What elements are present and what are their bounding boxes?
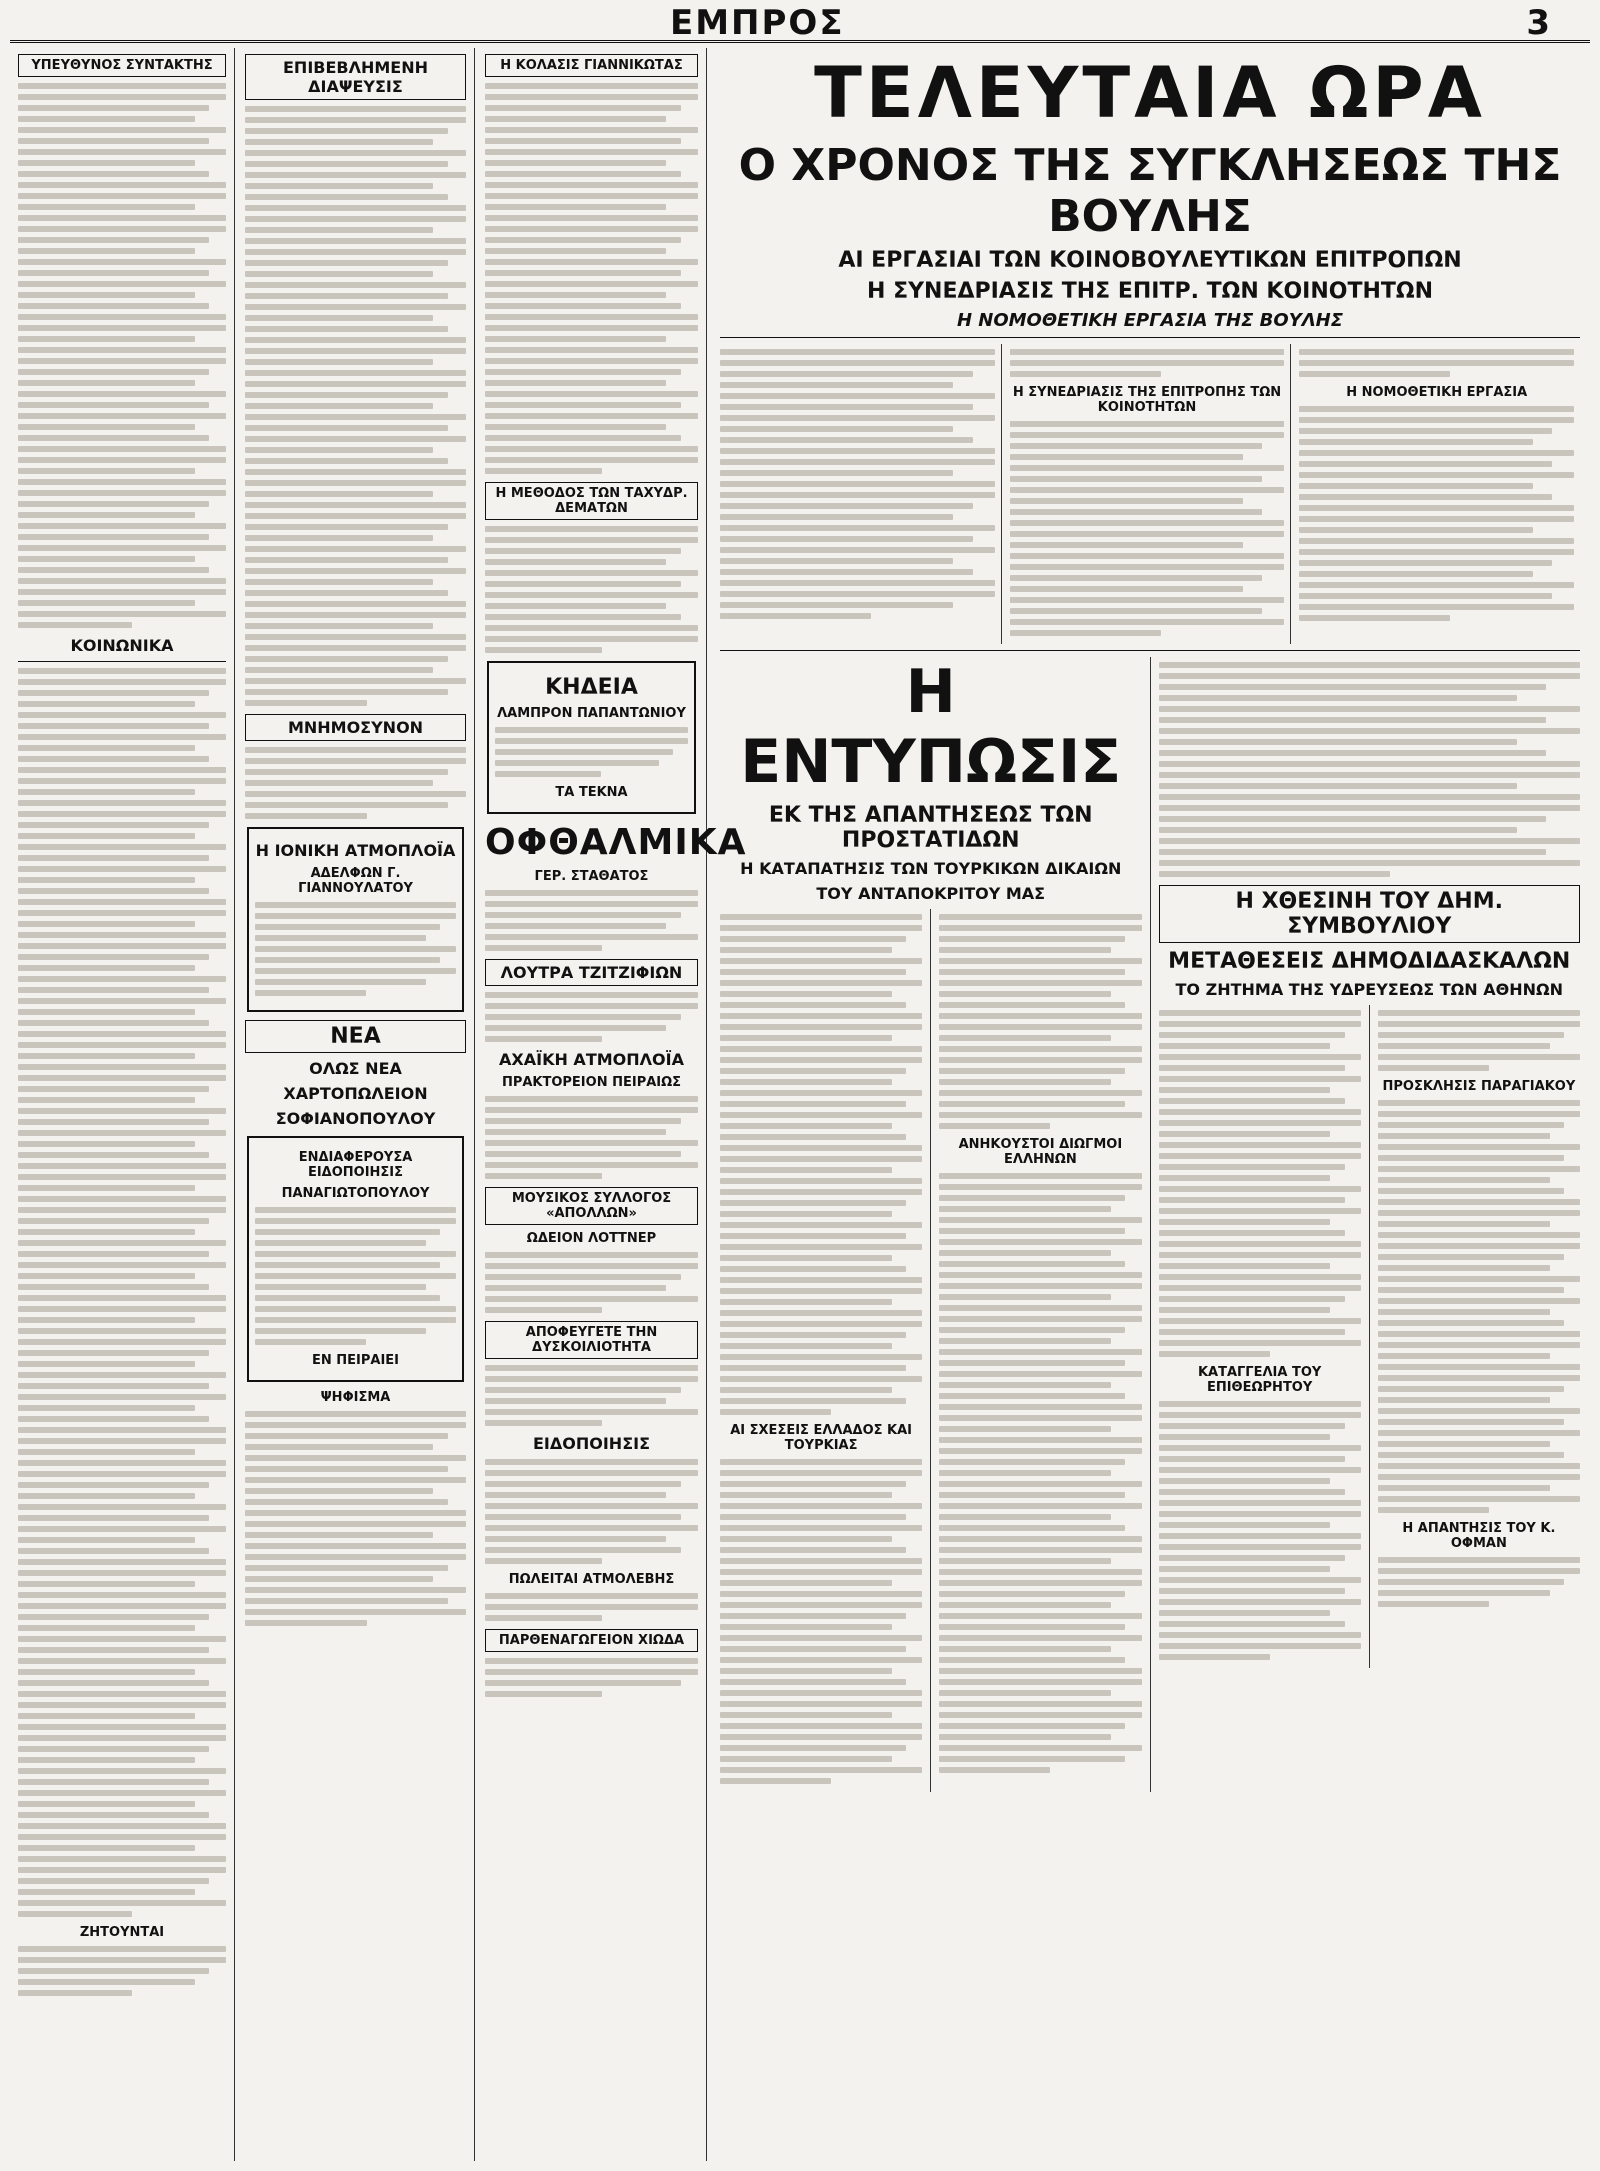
baths: ΛΟΥΤΡΑ ΤΖΙΤΖΙΦΙΩΝ <box>485 959 698 986</box>
text-block <box>720 349 995 619</box>
text-block <box>485 1459 698 1564</box>
deck-legislative: Η ΝΟΜΟΘΕΤΙΚΗ ΕΡΓΑΣΙΑ ΤΗΣ ΒΟΥΛΗΣ <box>956 310 1344 331</box>
lead-story-columns <box>720 344 1580 644</box>
heading-denial: ΕΠΙΒΕΒΛΗΜΕΝΗ ΔΙΑΨΕΥΣΙΣ <box>245 54 466 100</box>
text-block <box>245 747 466 819</box>
text-block <box>1159 662 1581 877</box>
council-col-b <box>1378 1005 1580 1668</box>
achaiki-sub: ΠΡΑΚΤΟΡΕΙΟΝ ΠΕΙΡΑΙΩΣ <box>501 1075 682 1090</box>
council-deck-2: ΤΟ ΖΗΤΗΜΑ ΤΗΣ ΥΔΡΕΥΣΕΩΣ ΤΩΝ ΑΘΗΝΩΝ <box>1175 980 1563 999</box>
steamboats: ΠΩΛΕΙΤΑΙ ΑΤΜΟΛΕΒΗΣ <box>508 1572 675 1587</box>
text-block <box>939 914 1141 1129</box>
deck-committees: ΑΙ ΕΡΓΑΣΙΑΙ ΤΩΝ ΚΟΙΝΟΒΟΥΛΕΥΤΙΚΩΝ ΕΠΙΤΡΟΠΩΝ <box>838 248 1462 273</box>
text-block <box>1010 421 1285 636</box>
text-block <box>1159 1010 1361 1357</box>
text-block <box>485 526 698 653</box>
masthead-rule <box>10 40 1590 43</box>
deck-communities: Η ΣΥΝΕΔΡΙΑΣΙΣ ΤΗΣ ΕΠΙΤΡ. ΤΩΝ ΚΟΙΝΟΤΗΤΩΝ <box>867 279 1433 304</box>
sub-legislative: Η ΝΟΜΟΘΕΤΙΚΗ ΕΡΓΑΣΙΑ <box>1346 385 1528 400</box>
heading-memorial: ΜΝΗΜΟΣΥΝΟΝ <box>245 714 466 741</box>
funeral: ΚΗΔΕΙΑ <box>545 675 638 700</box>
text-block <box>720 914 922 1415</box>
council-story <box>1159 657 1581 1792</box>
text-block <box>245 1411 466 1626</box>
heading-ionian: Η ΙΟΝΙΚΗ ΑΤΜΟΠΛΟΪΑ <box>255 841 456 860</box>
lead-section <box>710 48 1590 2161</box>
text-block <box>1378 1100 1580 1513</box>
school-name: ΠΑΝΑΓΙΩΤΟΠΟΥΛΟΥ <box>281 1186 430 1201</box>
text-block <box>1378 1557 1580 1607</box>
column-1 <box>10 48 235 2161</box>
lead-col-c <box>1299 344 1580 644</box>
text-block <box>245 106 466 706</box>
achaiki: ΑΧΑΪΚΗ ΑΤΜΟΠΛΟΪΑ <box>499 1050 684 1069</box>
piraeus: ΕΝ ΠΕΙΡΑΙΕΙ <box>311 1353 400 1368</box>
page-number: 3 <box>1526 3 1550 43</box>
funeral-signatories: ΤΑ ΤΕΚΝΑ <box>555 785 628 800</box>
wanted-ad: ΖΗΤΟΥΝΤΑΙ <box>79 1925 165 1940</box>
ophthalmika: ΟΦΘΑΛΜΙΚΑ <box>485 822 747 863</box>
text-block <box>720 1459 922 1784</box>
heading-olos-nea: ΟΛΩΣ ΝΕΑ <box>309 1059 402 1078</box>
paper-shop: ΧΑΡΤΟΠΩΛΕΙΟΝ <box>283 1084 428 1103</box>
text-block <box>1159 1401 1361 1660</box>
text-block <box>485 1658 698 1697</box>
headline-parliament: Ο ΧΡΟΝΟΣ ΤΗΣ ΣΥΓΚΛΗΣΕΩΣ ΤΗΣ ΒΟΥΛΗΣ <box>738 140 1562 242</box>
text-block <box>255 1207 456 1345</box>
impression-deck-2: Η ΚΑΤΑΠΑΤΗΣΙΣ ΤΩΝ ΤΟΥΡΚΙΚΩΝ ΔΙΚΑΙΩΝ <box>740 859 1122 878</box>
text-block <box>1010 349 1285 377</box>
impression-deck-3: ΤΟΥ ΑΝΤΑΠΟΚΡΙΤΟΥ ΜΑΣ <box>816 884 1046 903</box>
text-block <box>1299 406 1574 621</box>
masthead <box>580 3 1580 43</box>
text-block <box>485 992 698 1042</box>
text-block <box>485 1593 698 1621</box>
text-block <box>485 890 698 951</box>
reply: Η ΑΠΑΝΤΗΣΙΣ ΤΟΥ Κ. ΟΦΜΑΝ <box>1402 1521 1556 1551</box>
divider <box>18 661 226 662</box>
text-block <box>485 1365 698 1426</box>
notice: ΕΙΔΟΠΟΙΗΣΙΣ <box>532 1434 650 1453</box>
council-deck: ΜΕΤΑΘΕΣΕΙΣ ΔΗΜΟΔΙΔΑΣΚΑΛΩΝ <box>1168 949 1571 974</box>
text-block <box>495 727 688 777</box>
column-3 <box>477 48 747 2161</box>
impression-story <box>720 657 1151 1792</box>
temporary: ΠΡΟΣΚΛΗΣΙΣ ΠΑΡΑΓΙΑΚΟΥ <box>1382 1079 1576 1094</box>
inspector: ΚΑΤΑΓΓΕΛΙΑ ΤΟΥ ΕΠΙΘΕΩΡΗΤΟΥ <box>1197 1365 1322 1395</box>
impression-deck-1: ΕΚ ΤΗΣ ΑΠΑΝΤΗΣΕΩΣ ΤΩΝ ΠΡΟΣΤΑΤΙΔΩΝ <box>768 803 1093 853</box>
impression-col-a <box>720 909 931 1792</box>
text-block <box>485 1252 698 1313</box>
funeral-name: ΛΑΜΠΡΟΝ ΠΑΠΑΝΤΩΝΙΟΥ <box>497 706 686 721</box>
text-block <box>255 902 456 996</box>
ad-school <box>247 1136 464 1382</box>
relations: ΑΙ ΣΧΕΣΕΙΣ ΕΛΛΑΔΟΣ ΚΑΙ ΤΟΥΡΚΙΑΣ <box>730 1423 912 1453</box>
dyspepsia: ΑΠΟΦΕΥΓΕΤΕ ΤΗΝ ΔΥΣΚΟΙΛΙΟΤΗΤΑ <box>485 1321 698 1359</box>
lead-col-b <box>1010 344 1292 644</box>
parthenagogeion: ΠΑΡΘΕΝΑΓΩΓΕΙΟΝ ΧΙΩΔΑ <box>485 1629 698 1652</box>
music-society: ΜΟΥΣΙΚΟΣ ΣΥΛΛΟΓΟΣ «ΑΠΟΛΛΩΝ» <box>485 1187 698 1225</box>
text-block <box>939 1173 1141 1773</box>
votes: ΨΗΦΙΣΜΑ <box>320 1390 391 1405</box>
text-block <box>18 83 226 628</box>
heading-method: Η ΜΕΘΟΔΟΣ ΤΩΝ ΤΑΧΥΔΡ. ΔΕΜΑΤΩΝ <box>485 482 698 520</box>
sub-communities: Η ΣΥΝΕΔΡΙΑΣΙΣ ΤΗΣ ΕΠΙΤΡΟΠΗΣ ΤΩΝ ΚΟΙΝΟΤΗΤΩΝ <box>1012 385 1282 415</box>
section-social: ΚΟΙΝΩΝΙΚΑ <box>70 636 174 655</box>
heading-nea: ΝΕΑ <box>245 1020 466 1053</box>
school-heading: ΕΝΔΙΑΦΕΡΟΥΣΑ ΕΙΔΟΠΟΙΗΣΙΣ <box>298 1150 413 1180</box>
council-col-a <box>1159 1005 1370 1668</box>
divider <box>720 650 1580 651</box>
heading-kolasis: Η ΚΟΛΑΣΙΣ ΓΙΑΝΝΙΚΩΤΑΣ <box>485 54 698 77</box>
heading-ionian-sub: ΑΔΕΛΦΩΝ Γ. ΓΙΑΝΝΟΥΛΑΤΟΥ <box>298 866 413 896</box>
council-columns <box>1159 1005 1581 1668</box>
impression-col-b <box>939 909 1141 1792</box>
text-block <box>18 668 226 1917</box>
doctor: ΓΕΡ. ΣΤΑΘΑΤΟΣ <box>534 869 649 884</box>
lead-col-a <box>720 344 1002 644</box>
text-block <box>485 83 698 474</box>
ad-funeral <box>487 661 696 814</box>
text-block <box>18 1946 226 1996</box>
lower-section <box>720 657 1580 1792</box>
text-block <box>485 1096 698 1179</box>
impression-headline: Η ΕΝΤΥΠΩΣΙΣ <box>740 657 1122 797</box>
divider <box>720 337 1580 338</box>
editor-label: ΥΠΕΥΘΥΝΟΣ ΣΥΝΤΑΚΤΗΣ <box>18 54 226 77</box>
impression-columns <box>720 909 1142 1792</box>
uncertain-deaths: ΑΝΗΚΟΥΣΤΟΙ ΔΙΩΓΜΟΙ ΕΛΛΗΝΩΝ <box>958 1137 1123 1167</box>
masthead-name: ΕΜΠΡΟΣ <box>670 3 845 43</box>
column-2 <box>237 48 475 2161</box>
ad-ionian <box>247 827 464 1012</box>
banner-last-hour: ΤΕΛΕΥΤΑΙΑ ΩΡΑ <box>814 52 1486 134</box>
paper-shop-name: ΣΟΦΙΑΝΟΠΟΥΛΟΥ <box>275 1109 436 1128</box>
odeion: ΩΔΕΙΟΝ ΛΟΤΤΝΕΡ <box>526 1231 657 1246</box>
council-head: Η ΧΘΕΣΙΝΗ ΤΟΥ ΔΗΜ. ΣΥΜΒΟΥΛΙΟΥ <box>1159 885 1581 943</box>
text-block <box>1378 1010 1580 1071</box>
text-block <box>1299 349 1574 377</box>
